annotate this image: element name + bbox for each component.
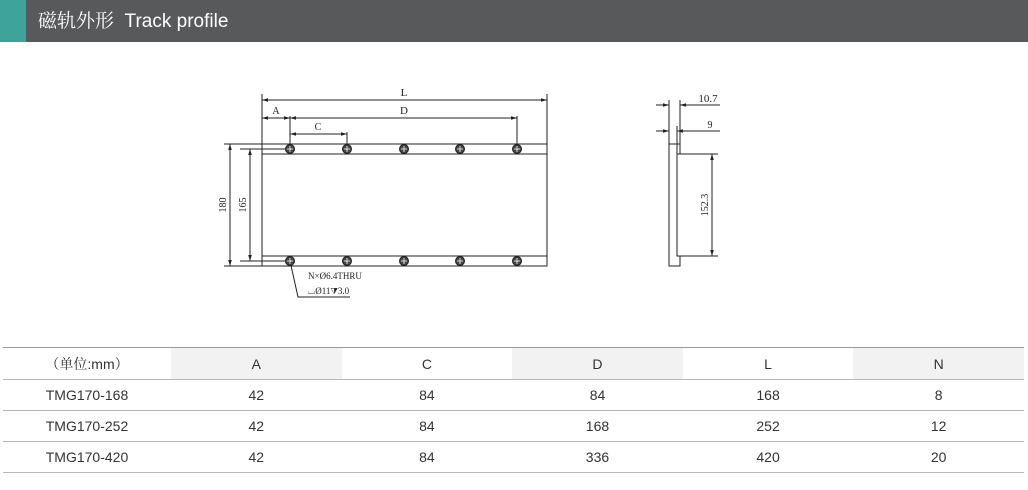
header-unit: （单位:mm） (3, 348, 171, 380)
cell-c: 84 (342, 411, 513, 442)
header-accent-bar (0, 0, 26, 42)
label-10-7: 10.7 (698, 93, 718, 105)
cell-d: 84 (512, 380, 683, 411)
label-180: 180 (218, 197, 229, 213)
cell-model: TMG170-252 (3, 411, 171, 442)
cell-c: 84 (342, 442, 513, 473)
label-D: D (400, 105, 408, 117)
label-152-3: 152.3 (700, 193, 711, 217)
note-counterbore: ⌴Ø11⧩3.0 (308, 286, 350, 296)
cell-n: 8 (853, 380, 1024, 411)
cell-l: 420 (683, 442, 854, 473)
table-row (3, 442, 1024, 473)
section-title: 磁轨外形 Track profile (38, 11, 229, 32)
technical-drawing-svg (0, 42, 1028, 342)
table-row (3, 411, 1024, 442)
cell-n: 20 (853, 442, 1024, 473)
cell-n: 12 (853, 411, 1024, 442)
cell-c: 84 (342, 380, 513, 411)
cell-a: 42 (171, 411, 342, 442)
label-9: 9 (707, 120, 713, 131)
table-row (3, 380, 1024, 411)
header-d: D (512, 348, 683, 380)
header-n: N (853, 348, 1024, 380)
side-view-outline (669, 144, 680, 266)
track-profile-drawing (0, 42, 1028, 342)
header-l: L (683, 348, 854, 380)
cell-l: 168 (683, 380, 854, 411)
cell-model: TMG170-420 (3, 442, 171, 473)
cell-a: 42 (171, 442, 342, 473)
header-c: C (342, 348, 513, 380)
label-A: A (272, 106, 280, 117)
table-header-row (3, 348, 1024, 380)
specification-table (3, 347, 1024, 473)
cell-d: 168 (512, 411, 683, 442)
label-L: L (400, 87, 408, 99)
cell-a: 42 (171, 380, 342, 411)
label-165: 165 (238, 197, 249, 213)
label-C: C (314, 122, 322, 133)
cell-l: 252 (683, 411, 854, 442)
cell-d: 336 (512, 442, 683, 473)
front-view-outline (262, 144, 547, 266)
section-header (0, 0, 1028, 42)
cell-model: TMG170-168 (3, 380, 171, 411)
header-a: A (171, 348, 342, 380)
note-through-holes: N×Ø6.4THRU (308, 271, 362, 281)
